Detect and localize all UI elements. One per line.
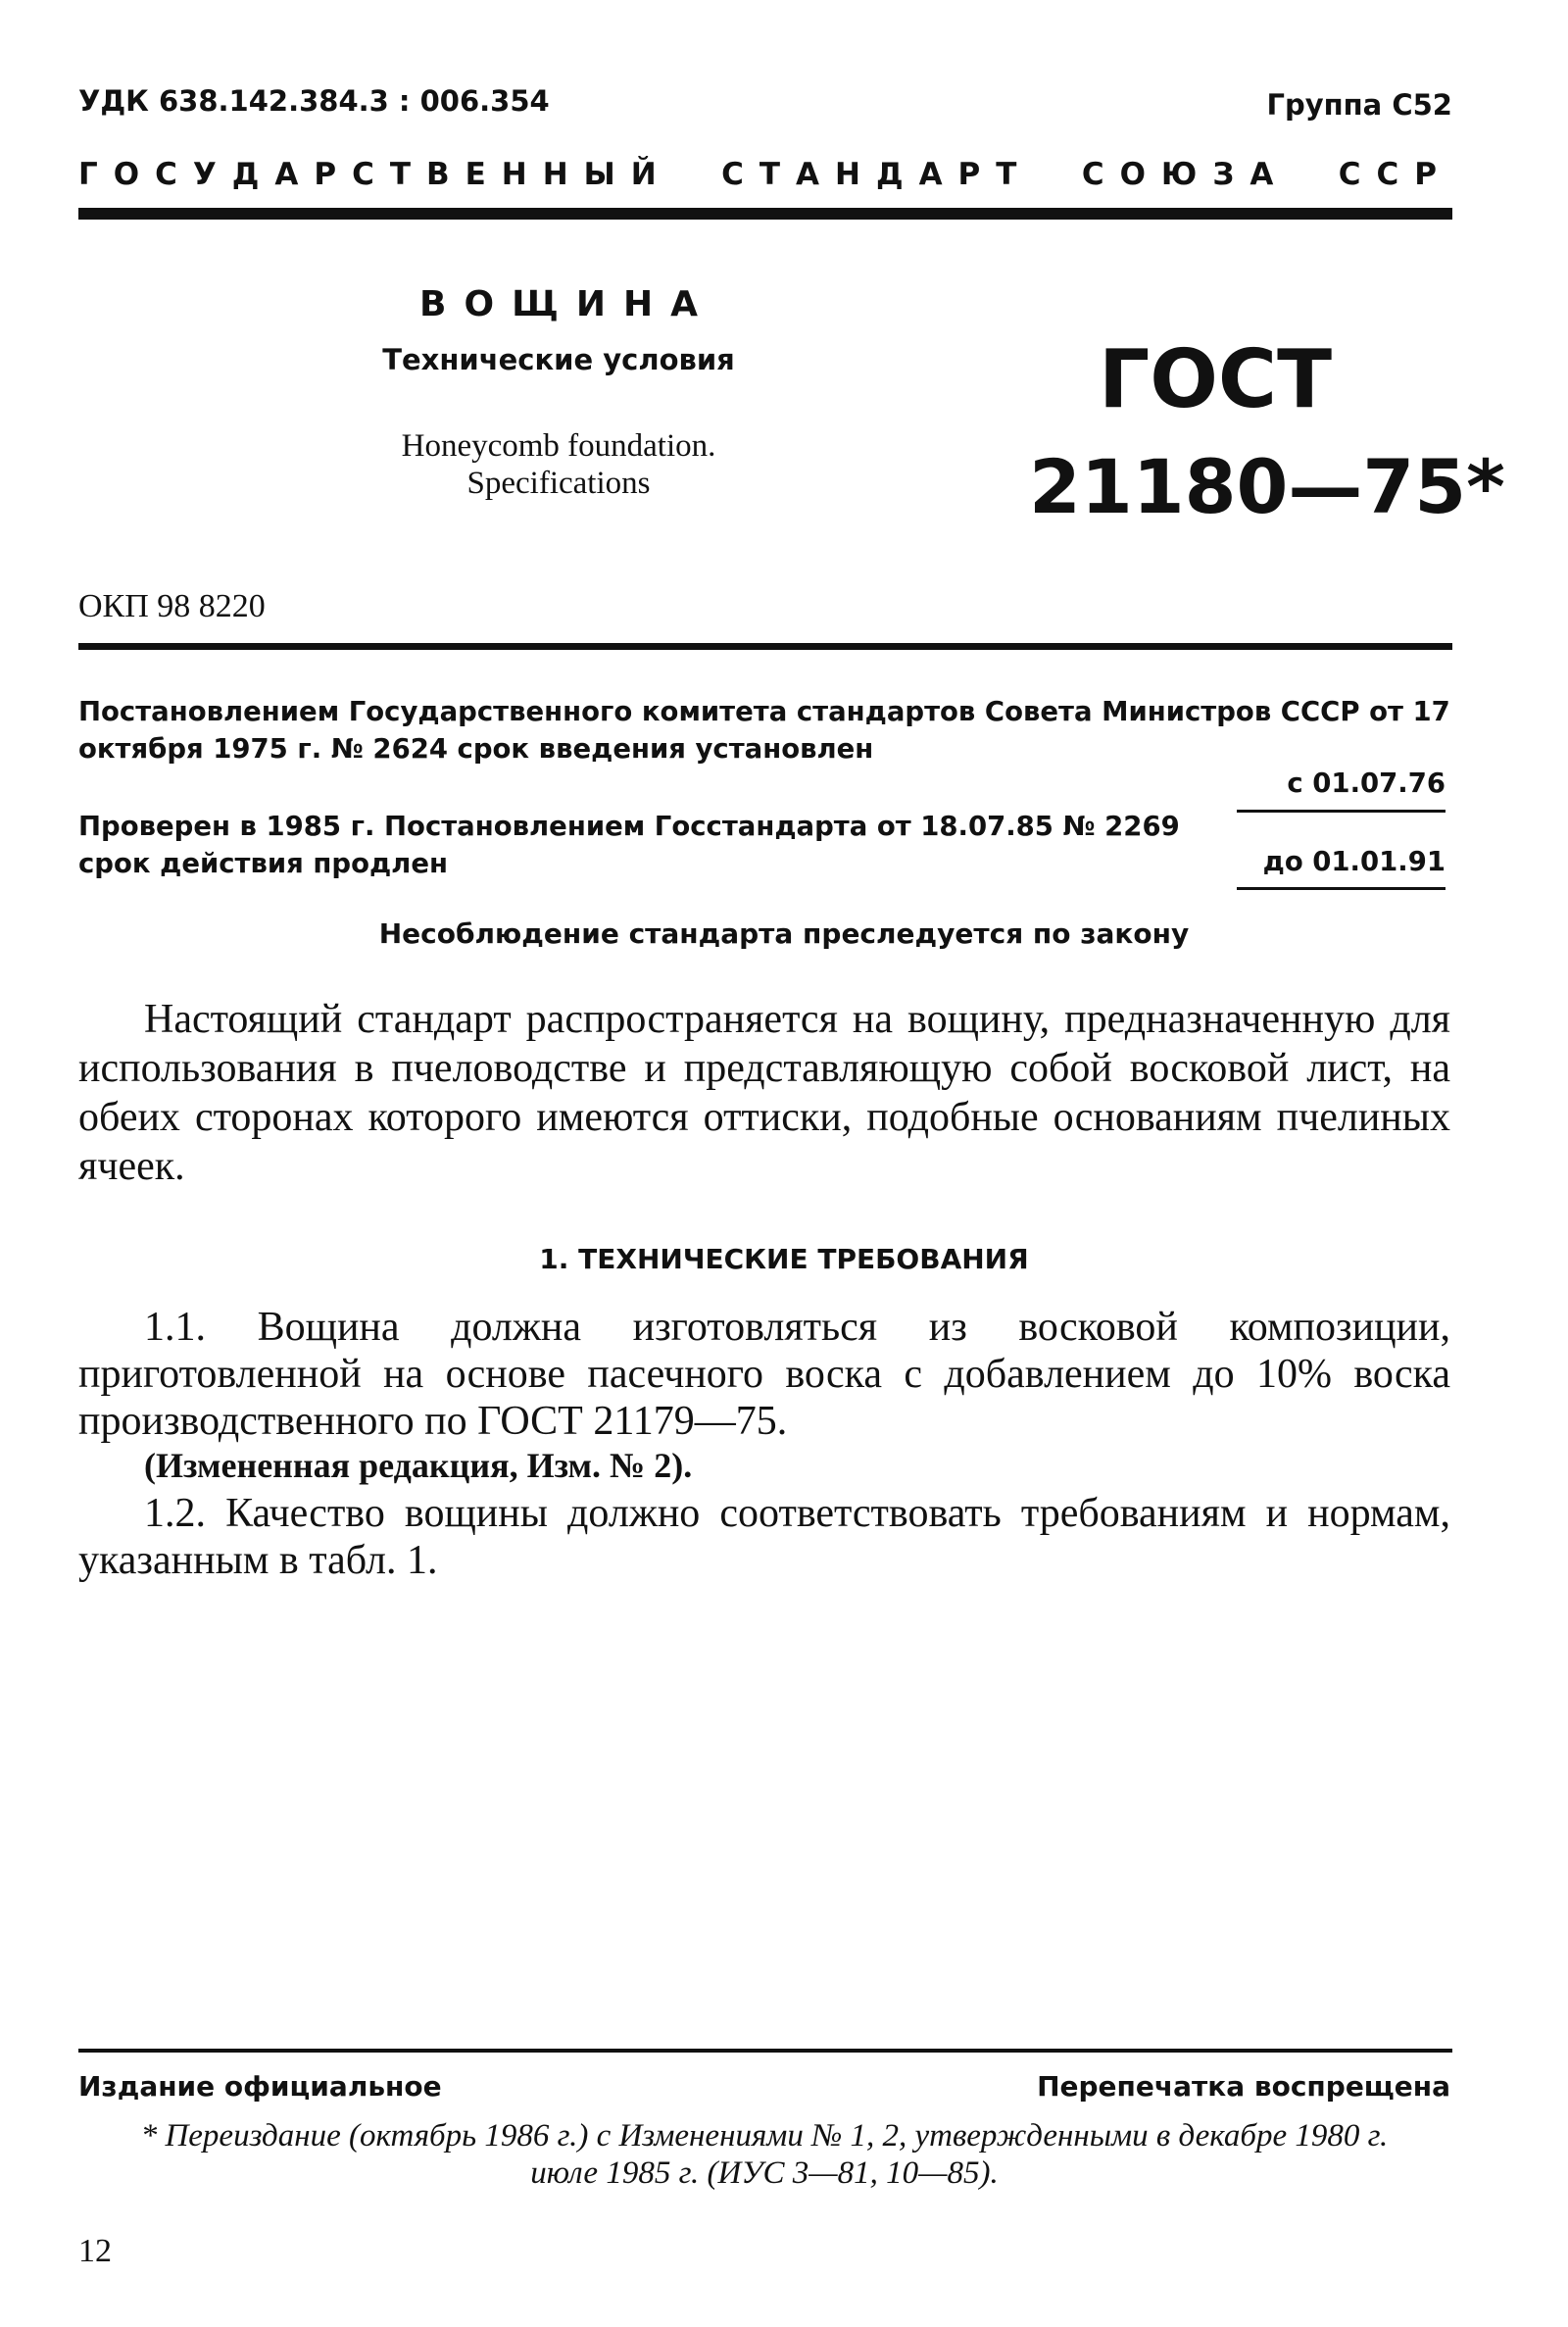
- decree-text: Постановлением Государственного комитета стандартов Совета Министров СССР от 17 октября 1975 г. № 2624 срок введения установлен: [78, 696, 1450, 765]
- state-standard-word-2: СТАНДАРТ: [721, 157, 1033, 192]
- header-rule: [78, 208, 1452, 220]
- paragraph-1-1: 1.1. Вощина должна изготовляться из восковой композиции, приготовленной на основе пасечного воска с добавлением до 10% воска производственного по ГОСТ 21179—75.: [78, 1305, 1450, 1444]
- page-number: 12: [78, 2233, 112, 2269]
- footnote: * Переиздание (октябрь 1986 г.) с Изменениями № 1, 2, утвержденными в декабре 1980 г. июле 1985 г. (ИУС 3—81, 10—85).: [140, 2118, 1389, 2191]
- effective-date-rule: [1237, 810, 1446, 813]
- document-subtitle: Технические условия: [382, 343, 735, 376]
- gost-number: 21180—75*: [1029, 443, 1505, 530]
- amendment-note: (Измененная редакция, Изм. № 2).: [144, 1446, 693, 1485]
- udk-code: УДК 638.142.384.3 : 006.354: [78, 84, 550, 118]
- intro-paragraph: Настоящий стандарт распространяется на вощину, предназначенную для использования в пчеловодстве и представляющую собой восковой лист, на обеих сторонах которого имеются оттиски, подобные основаниям пчелиных ячеек.: [78, 997, 1450, 1189]
- state-standard-word-1: ГОСУДАРСТВЕННЫЙ: [78, 157, 672, 192]
- footer-rule: [78, 2049, 1452, 2053]
- reprint-prohibited: Перепечатка воспрещена: [1037, 2070, 1450, 2103]
- law-notice: Несоблюдение стандарта преследуется по закону: [378, 917, 1190, 950]
- group-code: Группа С52: [1266, 88, 1452, 122]
- section-heading: 1. ТЕХНИЧЕСКИЕ ТРЕБОВАНИЯ: [539, 1243, 1029, 1275]
- state-standard-word-4: ССР: [1338, 157, 1452, 192]
- paragraph-1-2: 1.2. Качество вощины должно соответствовать требованиям и нормам, указанным в табл. 1.: [78, 1491, 1450, 1583]
- document-title: ВОЩИНА: [419, 284, 715, 324]
- effective-date: с 01.07.76: [1287, 767, 1446, 799]
- state-standard-title: [78, 157, 1452, 192]
- checked-text: Проверен в 1985 г. Постановлением Госстандарта от 18.07.85 № 2269 срок действия продлен: [78, 811, 1180, 879]
- english-title: Honeycomb foundation. Specifications: [401, 428, 716, 501]
- extended-date: до 01.01.91: [1262, 846, 1446, 877]
- official-edition: Издание официальное: [78, 2070, 442, 2103]
- title-rule: [78, 643, 1452, 650]
- extended-date-rule: [1237, 887, 1446, 890]
- gost-label: ГОСТ: [1098, 333, 1333, 426]
- okp-code: ОКП 98 8220: [78, 588, 266, 624]
- state-standard-word-3: СОЮЗА: [1081, 157, 1290, 192]
